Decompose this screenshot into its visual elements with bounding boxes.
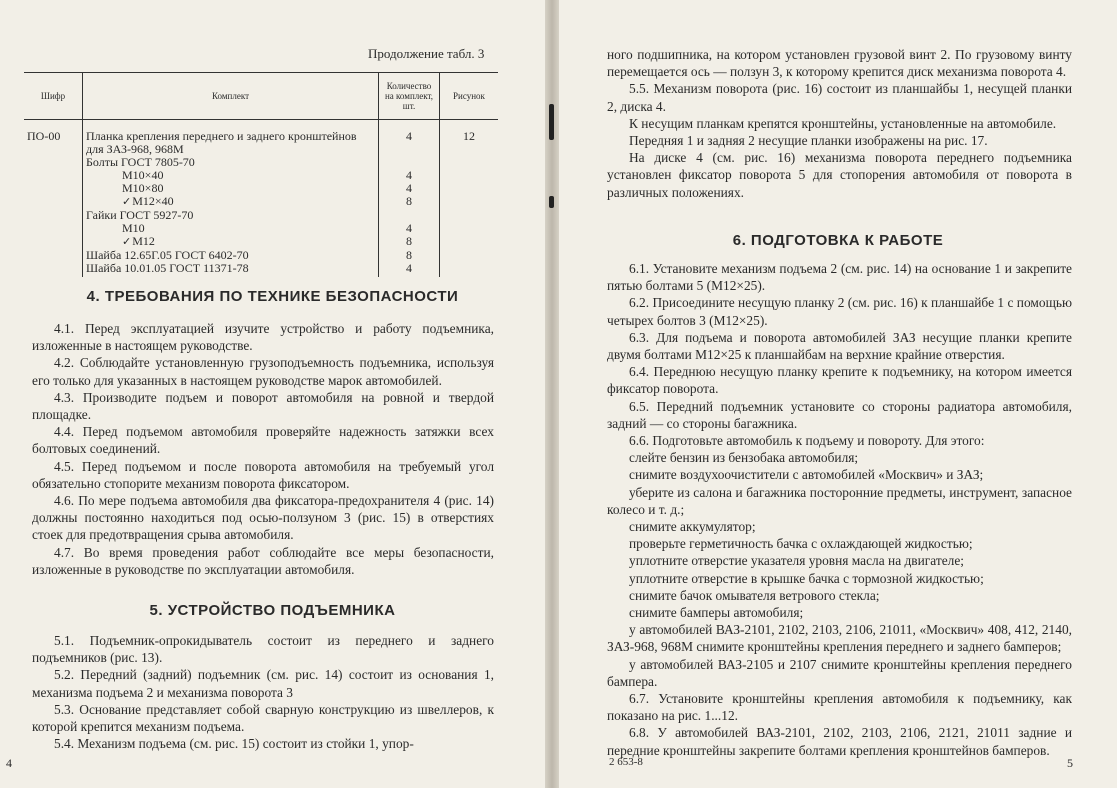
cell-figure xyxy=(440,249,499,262)
table-continuation-label: Продолжение табл. 3 xyxy=(368,46,485,61)
section-6-text xyxy=(607,260,1072,759)
item-text: Болты ГОСТ 7805-70 xyxy=(86,155,195,169)
paragraph: Передняя 1 и задняя 2 несущие планки изображены на рис. 17. xyxy=(629,133,988,149)
col-header-figure: Рисунок xyxy=(440,73,499,120)
cell-quantity: 4 xyxy=(379,222,440,235)
paragraph: 5.4. Механизм подъема (см. рис. 15) состоит из стойки 1, упор- xyxy=(54,736,414,752)
cell-figure xyxy=(440,262,499,277)
cell-item xyxy=(83,130,379,156)
paragraph: 4.5. Перед подъемом и после поворота автомобиля на требуемый угол обязательно стопорите механизм поворота фиксатором. xyxy=(32,458,494,491)
paragraph: проверьте герметичность бачка с охлаждающей жидкостью; xyxy=(629,536,973,552)
item-text: М12 xyxy=(132,234,155,248)
cell-item xyxy=(83,195,379,209)
cell-figure xyxy=(440,182,499,195)
cell-item xyxy=(83,235,379,249)
item-text: Планка крепления переднего и заднего кронштейнов для ЗАЗ-968, 968М xyxy=(86,129,357,156)
paragraph: 6.6. Подготовьте автомобиль к подъему и повороту. Для этого: xyxy=(629,433,985,449)
cell-code xyxy=(24,235,83,249)
binding-staple-bottom xyxy=(549,196,554,208)
cell-quantity: 4 xyxy=(379,182,440,195)
cell-item xyxy=(83,262,379,277)
cell-code xyxy=(24,249,83,262)
kit-table xyxy=(24,72,498,277)
cell-figure xyxy=(440,156,499,169)
paragraph: 4.3. Производите подъем и поворот автомобиля на ровной и твердой площадке. xyxy=(32,389,494,423)
right-page xyxy=(559,0,1117,788)
paragraph: 6.4. Переднюю несущую планку крепите к подъемнику, на котором имеется фиксатор поворота. xyxy=(607,364,1072,397)
paragraph: 6.8. У автомобилей ВАЗ-2101, 2102, 2103, 2106, 2121, 21011 задние и передние кронштейны закрепите болтами крепления кронштейнов бамперов. xyxy=(607,725,1072,758)
paragraph: 4.1. Перед эксплуатацией изучите устройство и работу подъемника, изложенные в настоящем руководстве. xyxy=(32,321,494,354)
cell-figure xyxy=(440,169,499,182)
cell-code xyxy=(24,262,83,277)
cell-quantity: 4 xyxy=(379,169,440,182)
paragraph: снимите воздухоочистители с автомобилей «Москвич» и ЗАЗ; xyxy=(629,467,984,483)
table-header-row xyxy=(24,73,498,120)
cell-code xyxy=(24,195,83,209)
col-header-kit: Комплект xyxy=(83,73,379,120)
paragraph: уплотните отверстие в крышке бачка с тормозной жидкостью; xyxy=(629,570,984,586)
cell-quantity: 4 xyxy=(379,130,440,156)
paragraph: 5.2. Передний (задний) подъемник (см. рис. 14) состоит из основания 1, механизма подъема 2 и механизма поворота 3 xyxy=(32,667,494,700)
cell-code xyxy=(24,156,83,169)
paragraph: снимите бамперы автомобиля; xyxy=(629,605,804,621)
section-6-title: 6. ПОДГОТОВКА К РАБОТЕ xyxy=(732,232,944,249)
cell-code xyxy=(24,169,83,182)
item-text: Шайба 10.01.05 ГОСТ 11371-78 xyxy=(86,261,249,275)
col-header-qty: Количество на комплект, шт. xyxy=(379,73,440,120)
paragraph: ного подшипника, на котором установлен грузовой винт 2. По грузовому винту перемещается ось — ползун 3, к которому крепится диск механизма поворота 4. xyxy=(607,47,1072,80)
cell-code xyxy=(24,222,83,235)
paragraph: 5.3. Основание представляет собой сварную конструкцию из швеллеров, к которой крепится механизм подъема. xyxy=(32,701,494,735)
table-row xyxy=(24,195,498,209)
cell-code: ПО-00 xyxy=(27,129,61,143)
paragraph: 4.2. Соблюдайте установленную грузоподъемность подъемника, используя его только для указанных в настоящем руководстве марок автомобилей. xyxy=(32,355,494,388)
paragraph: 4.7. Во время проведения работ соблюдайте все меры безопасности, изложенные в руководстве по эксплуатации автомобиля. xyxy=(32,544,494,577)
paragraph: снимите аккумулятор; xyxy=(629,519,756,535)
binding-staple-top xyxy=(549,104,554,140)
paragraph: слейте бензин из бензобака автомобиля; xyxy=(629,450,859,466)
section-5-text xyxy=(32,632,494,752)
paragraph: 6.7. Установите кронштейны крепления автомобиля к подъемнику, как показано на рис. 1...12. xyxy=(607,691,1072,724)
col-header-code: Шифр xyxy=(24,73,83,120)
item-text: М10 xyxy=(122,221,145,235)
checkmark-icon: ✓ xyxy=(122,196,132,208)
cell-quantity: 8 xyxy=(379,235,440,249)
paragraph: 6.5. Передний подъемник установите со стороны радиатора автомобиля, задний — со стороны багажника. xyxy=(607,398,1072,431)
cell-code xyxy=(24,182,83,195)
cell-quantity: 8 xyxy=(379,195,440,209)
table-row xyxy=(24,130,498,156)
section-4-title: 4. ТРЕБОВАНИЯ ПО ТЕХНИКЕ БЕЗОПАСНОСТИ xyxy=(86,288,459,305)
cell-code xyxy=(24,209,83,222)
cell-figure xyxy=(440,235,499,249)
paragraph: снимите бачок омывателя ветрового стекла; xyxy=(629,587,880,603)
paragraph: К несущим планкам крепятся кронштейны, установленные на автомобиле. xyxy=(629,115,1057,131)
kit-table-body xyxy=(24,120,498,278)
cell-figure xyxy=(440,222,499,235)
paragraph: уплотните отверстие указателя уровня масла на двигателе; xyxy=(629,553,965,569)
cell-quantity: 4 xyxy=(379,262,440,277)
left-page xyxy=(0,0,545,788)
section-5-title: 5. УСТРОЙСТВО ПОДЪЕМНИКА xyxy=(149,602,396,619)
item-text: М10×80 xyxy=(122,181,164,195)
paragraph: 6.3. Для подъема и поворота автомобилей ЗАЗ несущие планки крепите двумя болтами М12×25 к планшайбам на верхние крайние отверстия. xyxy=(607,329,1072,363)
paragraph: у автомобилей ВАЗ-2101, 2102, 2103, 2106, 21011, «Москвич» 408, 412, 2140, ЗАЗ-968, 968М снимите кронштейны крепления переднего и заднего бамперов; xyxy=(607,622,1072,655)
page-number-left: 4 xyxy=(6,756,12,770)
paragraph: 4.6. По мере подъема автомобиля два фиксатора-предохранителя 4 (рис. 14) должны постоянно находиться под осью-ползуном 3 (рис. 15) в отверстиях стоек для предотвращения срыва автомобиля. xyxy=(32,493,494,543)
paragraph: у автомобилей ВАЗ-2105 и 2107 снимите кронштейны крепления переднего бампера. xyxy=(607,656,1072,689)
paragraph: уберите из салона и багажника посторонние предметы, инструмент, запасное колесо и т. д.; xyxy=(607,484,1072,517)
continued-text xyxy=(607,46,1072,201)
item-text: Шайба 12.65Г.05 ГОСТ 6402-70 xyxy=(86,248,249,262)
cell-figure: 12 xyxy=(440,130,499,156)
page-number-right: 5 xyxy=(1067,756,1073,770)
paragraph: 5.5. Механизм поворота (рис. 16) состоит из планшайбы 1, несущей планки 2, диска 4. xyxy=(607,81,1072,114)
item-text: М12×40 xyxy=(132,194,174,208)
table-row xyxy=(24,235,498,249)
cell-quantity: 8 xyxy=(379,249,440,262)
cell-figure xyxy=(440,209,499,222)
item-text: М10×40 xyxy=(122,168,164,182)
paragraph: 4.4. Перед подъемом автомобиля проверяйте надежность затяжки всех болтовых соединений. xyxy=(32,424,494,457)
item-text: Гайки ГОСТ 5927-70 xyxy=(86,208,194,222)
paragraph: 5.1. Подъемник-опрокидыватель состоит из переднего и заднего подъемников (рис. 13). xyxy=(32,633,494,666)
paragraph: На диске 4 (см. рис. 16) механизма поворота переднего подъемника установлен фиксатор поворота 5 для стопорения автомобиля от поворота в различных положениях. xyxy=(607,150,1072,200)
paragraph: 6.1. Установите механизм подъема 2 (см. рис. 14) на основание 1 и закрепите пятью болтами 5 (М12×25). xyxy=(607,261,1072,294)
printer-signature: 2 653-8 xyxy=(609,756,643,768)
paragraph: 6.2. Присоедините несущую планку 2 (см. рис. 16) к планшайбе 1 с помощью четырех болтов 3 (М12×25). xyxy=(607,295,1072,328)
table-row xyxy=(24,262,498,277)
checkmark-icon: ✓ xyxy=(122,236,132,248)
section-4-text xyxy=(32,320,494,578)
cell-figure xyxy=(440,195,499,209)
